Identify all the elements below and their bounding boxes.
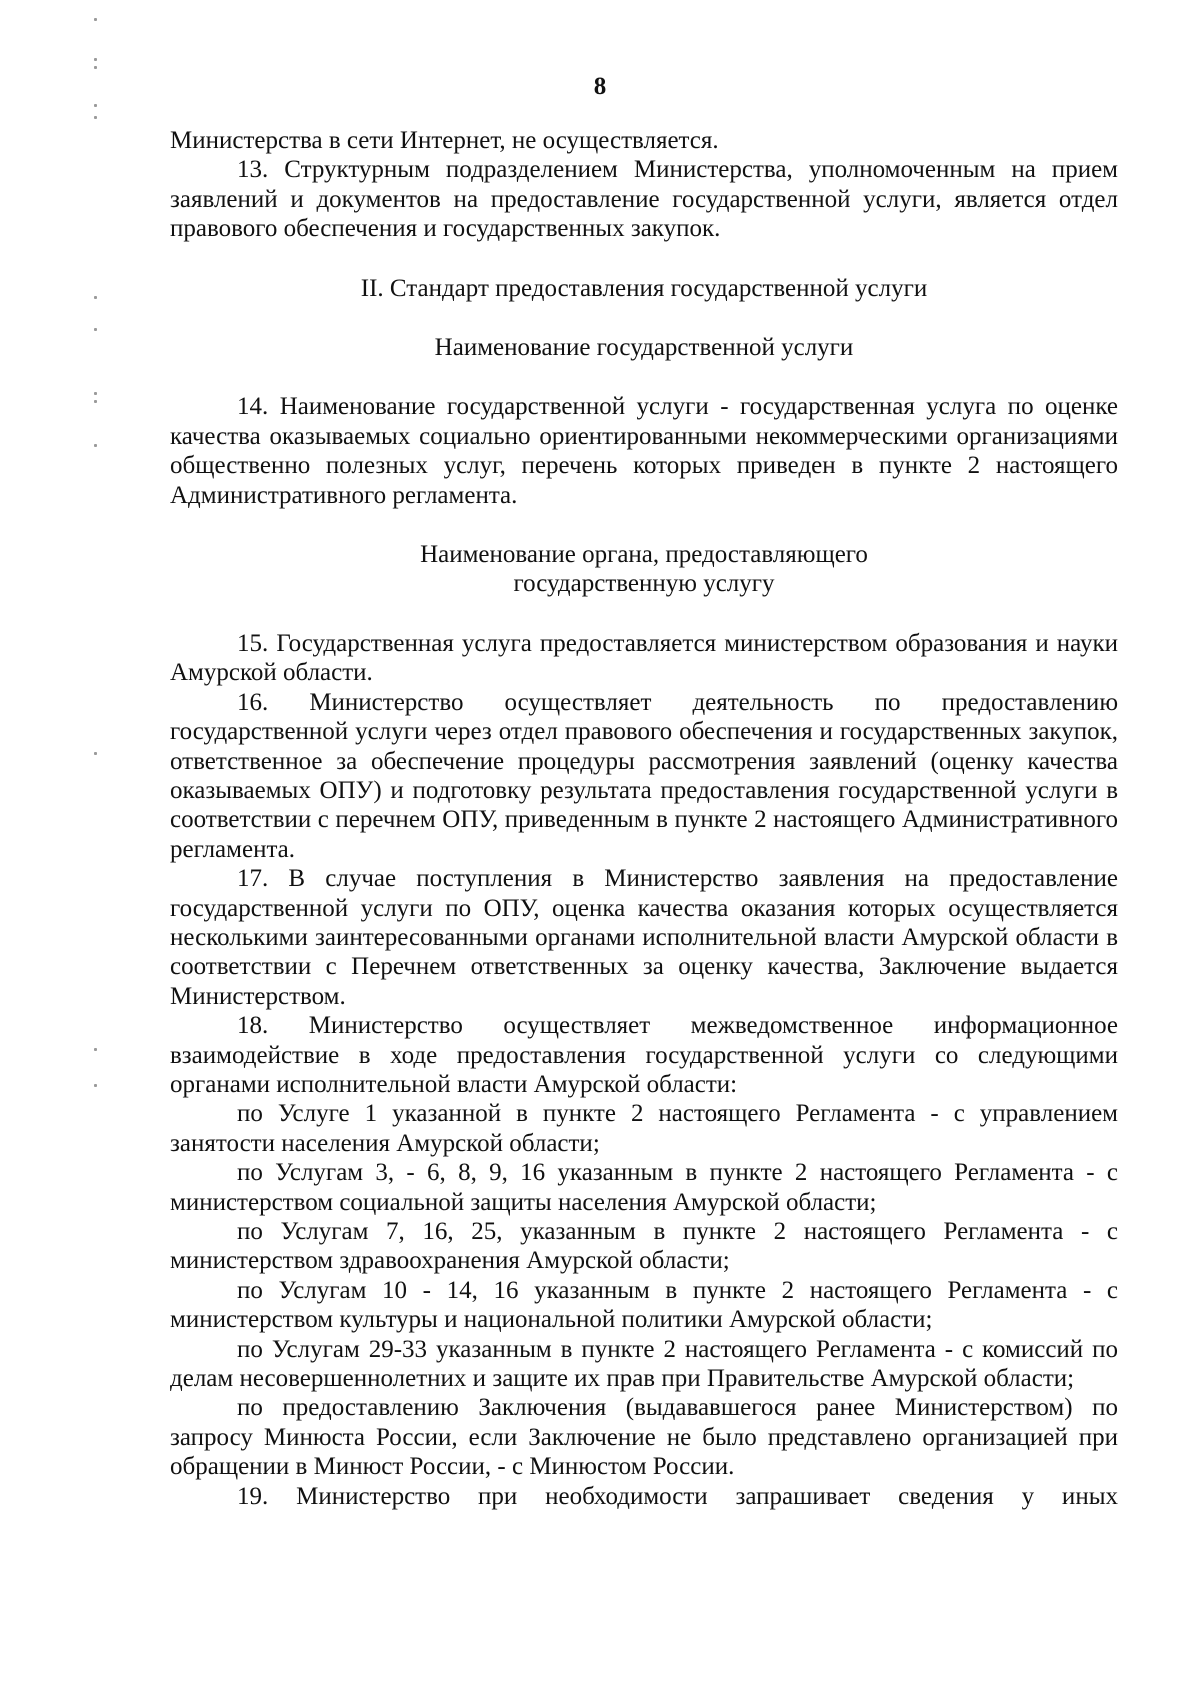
paragraph-14: 14. Наименование государственной услуги - государственная услуга по оценке качества оказываемых социально ориентированными некоммерческими организациями общественно полезных услуг, перечень которых приведен в пункте 2 настоящего Административного регламента. [170, 393, 1118, 509]
subheading-service-name: Наименование государственной услуги [434, 334, 854, 362]
subheading-authority-line1: Наименование органа, предоставляющего [420, 541, 868, 569]
document-body [170, 126, 1118, 1511]
paragraph-18-item-f: по предоставлению Заключения (выдававшегося ранее Министерством) по запросу Минюста России, если Заключение не было представлено организацией при обращении в Минюст России, - с Минюстом России. [170, 1394, 1118, 1481]
scan-margin-marks [94, 0, 104, 1703]
paragraph-18-item-e: по Услугам 29-33 указанным в пункте 2 настоящего Регламента - с комиссий по делам несовершеннолетних и защите их прав при Правительстве Амурской области; [170, 1335, 1118, 1393]
paragraph-18-item-a: по Услуге 1 указанной в пункте 2 настоящего Регламента - с управлением занятости населения Амурской области; [170, 1100, 1118, 1157]
section-heading: II. Стандарт предоставления государственной услуги [360, 274, 928, 302]
paragraph-13: 13. Структурным подразделением Министерства, уполномоченным на прием заявлений и документов на предоставление государственной услуги, является отдел правового обеспечения и государственных закупок. [170, 156, 1118, 243]
page-number: 8 [593, 73, 607, 100]
paragraph-18: 18. Министерство осуществляет межведомственное информационное взаимодействие в ходе предоставления государственной услуги со следующими органами исполнительной власти Амурской области: [170, 1012, 1118, 1098]
paragraph-18-item-c: по Услугам 7, 16, 25, указанным в пункте 2 настоящего Регламента - с министерством здравоохранения Амурской области; [170, 1218, 1118, 1275]
paragraph-18-item-d: по Услугам 10 - 14, 16 указанным в пункте 2 настоящего Регламента - с министерством культуры и национальной политики Амурской области; [170, 1276, 1118, 1334]
subheading-authority-line2: государственную услугу [513, 570, 775, 598]
paragraph-17: 17. В случае поступления в Министерство заявления на предоставление государственной услуги по ОПУ, оценка качества оказания которых осуществляется несколькими заинтересованными органами исполнительной власти Амурской области в соответствии с Перечнем ответственных за оценку качества, Заключение выдается Министерством. [170, 865, 1118, 1010]
paragraph-continuation: Министерства в сети Интернет, не осуществляется. [170, 127, 719, 154]
paragraph-19: 19. Министерство при необходимости запрашивает сведения у иных [237, 1482, 1118, 1510]
paragraph-15: 15. Государственная услуга предоставляется министерством образования и науки Амурской области. [170, 629, 1118, 687]
paragraph-16: 16. Министерство осуществляет деятельность по предоставлению государственной услуги через отдел правового обеспечения и государственных закупок, ответственное за обеспечение процедуры рассмотрения заявлений (оценку качества оказываемых ОПУ) и подготовку результата предоставления государственной услуги в соответствии с перечнем ОПУ, приведенным в пункте 2 настоящего Административного регламента. [170, 688, 1118, 863]
paragraph-18-item-b: по Услугам 3, - 6, 8, 9, 16 указанным в пункте 2 настоящего Регламента - с министерством социальной защиты населения Амурской области; [170, 1159, 1118, 1216]
